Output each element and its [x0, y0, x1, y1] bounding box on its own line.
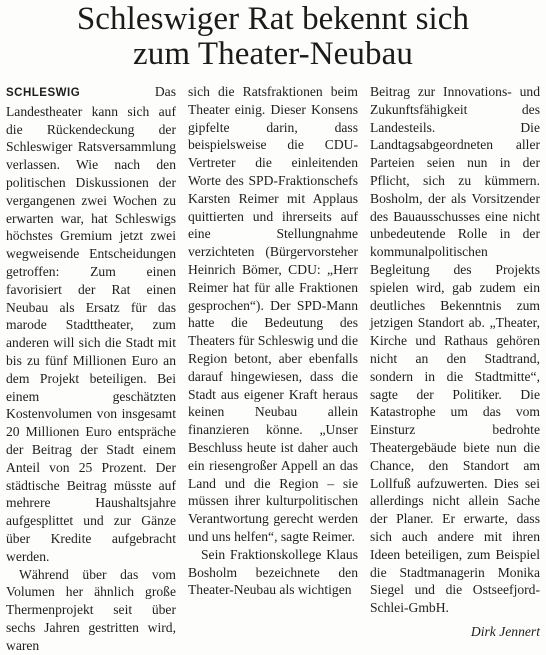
column-2 [188, 83, 358, 655]
column-3 [370, 83, 540, 655]
column-1 [6, 83, 176, 655]
paragraph: sich die Ratsfraktionen beim Theater einig. Dieser Konsens gipfelte darin, dass beispielsweise die CDU-Vertreter die einleitenden Worte des SPD-Fraktionschefs Karsten Reimer mit Applaus quittierten und ihrerseits auf eine Stellungnahme verzichteten (Bürgervorsteher Heinrich Bömer, CDU: „Herr Reimer hat für alle Fraktionen gesprochen“). Der SPD-Mann hatte die Bedeutung des Theaters für Schleswig und die Region betont, aber ebenfalls darauf hingewiesen, dass die Stadt aus eigener Kraft heraus keinen Neubau allein finanzieren könne. „Unser Beschluss heute ist daher auch ein riesengroßer Appell an das Land und die Region – sie müssen ihrer kulturpolitischen Verantwortung gerecht werden und uns helfen“, sagte Reimer. [188, 84, 358, 544]
author-byline: Dirk Jennert [470, 623, 540, 639]
dateline: SCHLESWIG [6, 87, 81, 99]
paragraph: Beitrag zur Innovations- und Zukunftsfähigkeit des Landesteils. Die Landtagsabgeordneten aller Parteien seien nun in der Pflicht, sich zu kümmern. Bosholm, der als Vorsitzender des Bauausschusses eine nicht unbedeutende Rolle in der kommunalpolitischen Begleitung des Projekts spielen wird, gab zudem ein deutliches Bekenntnis zum jetzigen Standort ab. „Theater, Kirche und Rathaus gehören nicht an den Stadtrand, sondern in die Stadtmitte“, sagte der Politiker. Die Katastrophe um das vom Einsturz bedrohte Theatergebäude biete nun die Chance, den Standort am Lollfuß aufzuwerten. Dies sei allerdings nicht allein Sache der Planer. Er erwarte, dass sich auch andere mit ihren Ideen beteiligen, zum Beispiel die Stadtmanagerin Monika Siegel und die Ostseefjord-Schlei-GmbH. [370, 84, 540, 616]
headline [6, 0, 540, 72]
paragraph: Während über das vom Volumen her ähnlich große Thermenprojekt seit über sechs Jahren gestritten wird, waren [6, 566, 176, 653]
headline-line-1: Schleswiger Rat bekennt sich [76, 1, 470, 37]
paragraph: Sein Fraktionskollege Klaus Bosholm bezeichnete den Theater-Neubau als wichtigen [188, 546, 358, 598]
headline-line-2: zum Theater-Neubau [133, 36, 413, 72]
article-columns [6, 83, 540, 655]
paragraph [6, 83, 176, 566]
paragraph-text: Das Landestheater kann sich auf die Rückendeckung der Schleswiger Ratsversammlung verlassen. Wie nach den politischen Diskussionen der vergangenen zwei Wochen zu erwarten war, hat Schleswigs höchstes Gremium jetzt zwei wegweisende Entscheidungen getroffen: Zum einen favorisiert der Rat einen Neubau als Ersatz für das marode Stadttheater, zum anderen will sich die Stadt mit bis zu fünf Millionen Euro an dem Projekt beteiligen. Bei einem geschätzten Kostenvolumen von insgesamt 20 Millionen Euro entspräche der Beitrag der Stadt einem Anteil von 25 Prozent. Der städtische Beitrag müsste auf mehrere Haushaltsjahre aufgesplittet und zur Gänze über Kredite aufgebracht werden. [6, 84, 176, 564]
